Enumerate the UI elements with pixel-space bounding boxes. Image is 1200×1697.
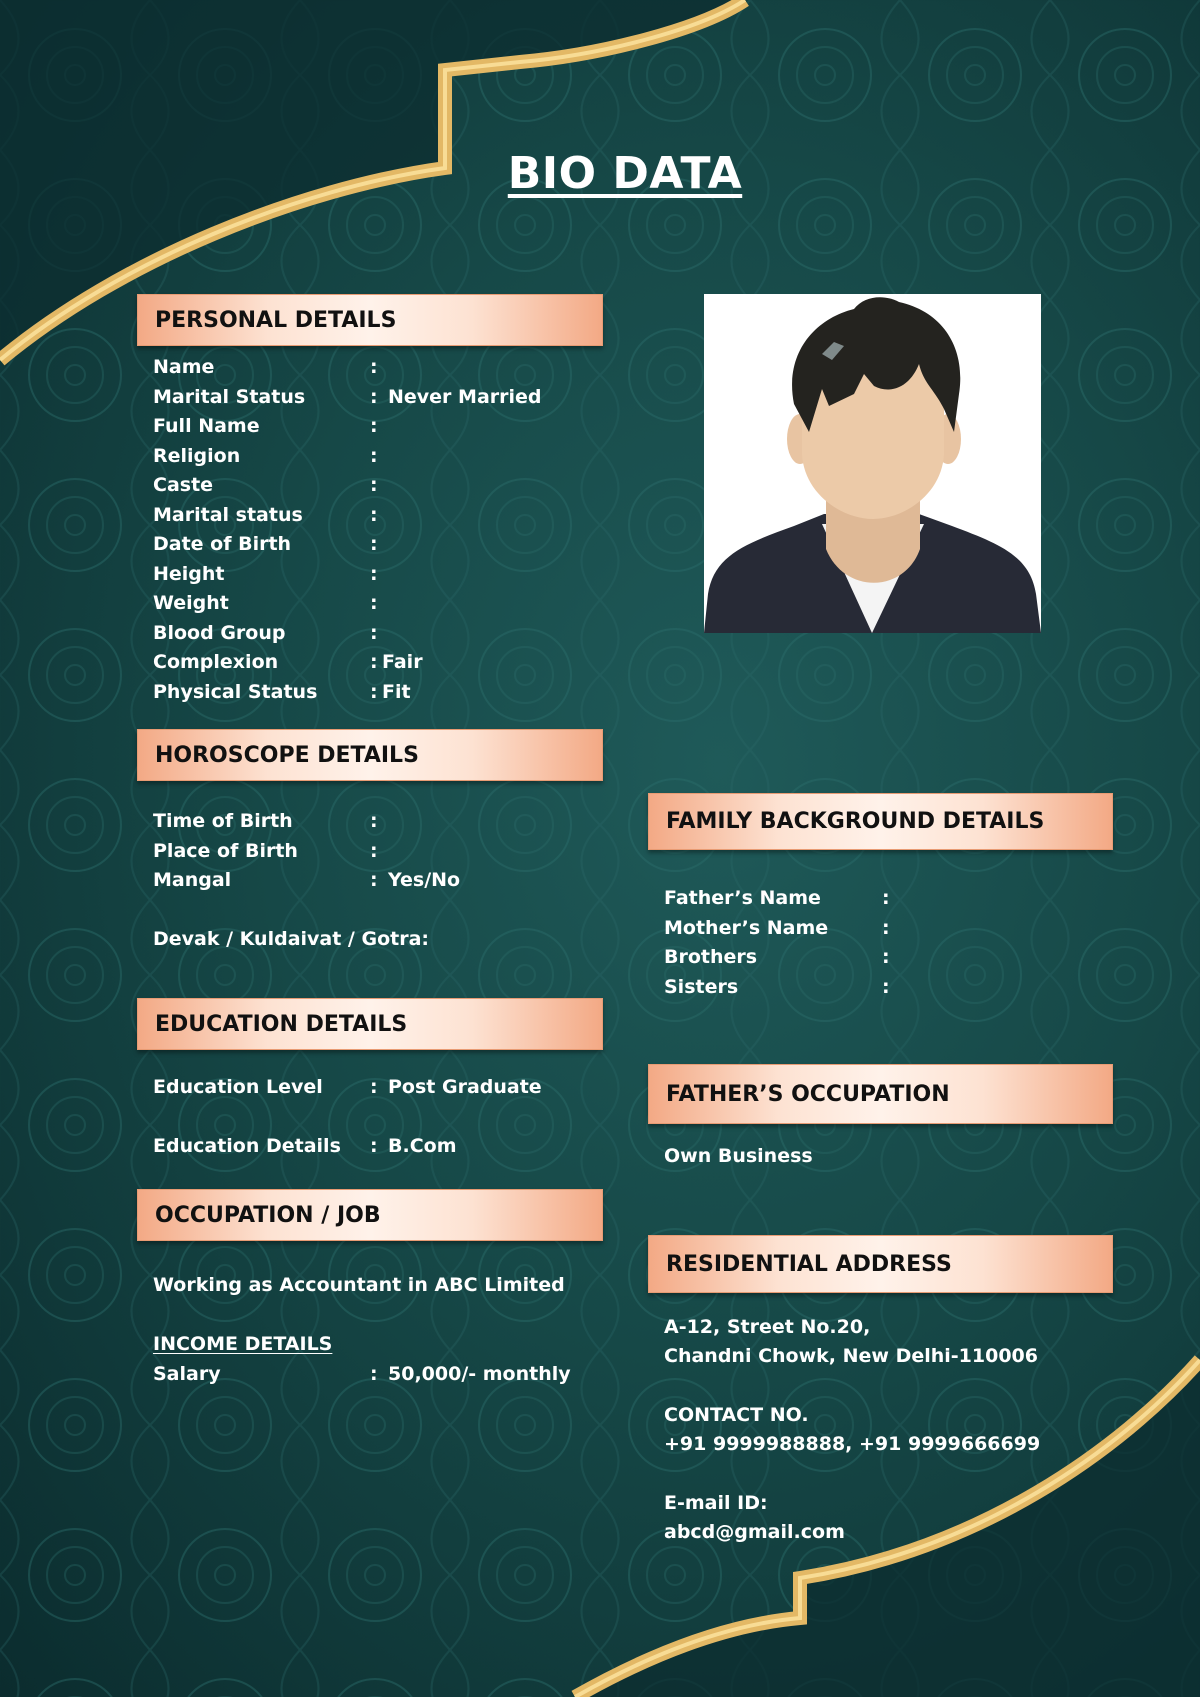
horoscope-row-mangal: Mangal : Yes/No [153,869,461,891]
occupation-text: Working as Accountant in ABC Limited [153,1274,565,1296]
education-details-list [153,1073,613,1162]
education-row-details: Education Details : B.Com [153,1135,457,1157]
horoscope-details-heading: HOROSCOPE DETAILS [137,729,603,781]
family-row-father-name: Father’s Name : [664,887,890,909]
family-row-mother-name: Mother’s Name : [664,916,890,939]
page-title: BIO DATA [507,148,743,199]
address-line-1: A-12, Street No.20, [664,1316,871,1338]
personal-row-height: Height : [153,562,378,585]
residential-address-heading: RESIDENTIAL ADDRESS [648,1235,1113,1293]
father-occupation-text: Own Business [664,1145,813,1167]
family-background-list [664,884,1114,1002]
occupation-heading: OCCUPATION / JOB [137,1189,603,1241]
income-row-salary: Salary : 50,000/- monthly [153,1363,571,1385]
horoscope-row-place-of-birth: Place of Birth : [153,839,378,862]
personal-row-weight: Weight : [153,592,378,614]
education-row-level: Education Level : Post Graduate [153,1076,542,1098]
personal-row-name: Name : [153,356,378,378]
personal-details-heading: PERSONAL DETAILS [137,294,603,346]
family-row-sisters: Sisters : [664,975,890,998]
horoscope-row-time-of-birth: Time of Birth : [153,810,378,832]
profile-photo [704,294,1041,633]
address-line-2: Chandni Chowk, New Delhi-110006 [664,1345,1038,1367]
father-occupation-heading: FATHER’S OCCUPATION [648,1064,1113,1124]
personal-row-date-of-birth: Date of Birth : [153,533,378,555]
personal-row-marital-status-2: Marital status : [153,503,378,526]
personal-row-religion: Religion : [153,444,378,467]
email-label: E-mail ID: [664,1492,768,1514]
email-value: abcd@gmail.com [664,1521,845,1543]
personal-row-caste: Caste : [153,474,378,496]
person-avatar-icon [704,294,1041,633]
horoscope-details-list [153,807,613,896]
personal-row-blood-group: Blood Group : [153,621,378,644]
family-background-heading: FAMILY BACKGROUND DETAILS [648,793,1113,850]
income-details-list [153,1360,613,1390]
education-details-heading: EDUCATION DETAILS [137,998,603,1050]
personal-details-list [153,353,613,707]
personal-row-full-name: Full Name : [153,415,378,437]
income-details-heading: INCOME DETAILS [153,1333,333,1355]
family-row-brothers: Brothers : [664,946,890,968]
contact-value: +91 9999988888, +91 9999666699 [664,1433,1041,1455]
contact-label: CONTACT NO. [664,1404,809,1426]
gotra-label: Devak / Kuldaivat / Gotra: [153,928,430,950]
personal-row-marital-status: Marital Status : Never Married [153,385,542,408]
personal-row-complexion: Complexion : Fair [153,651,423,673]
personal-row-physical-status: Physical Status : Fit [153,680,411,703]
